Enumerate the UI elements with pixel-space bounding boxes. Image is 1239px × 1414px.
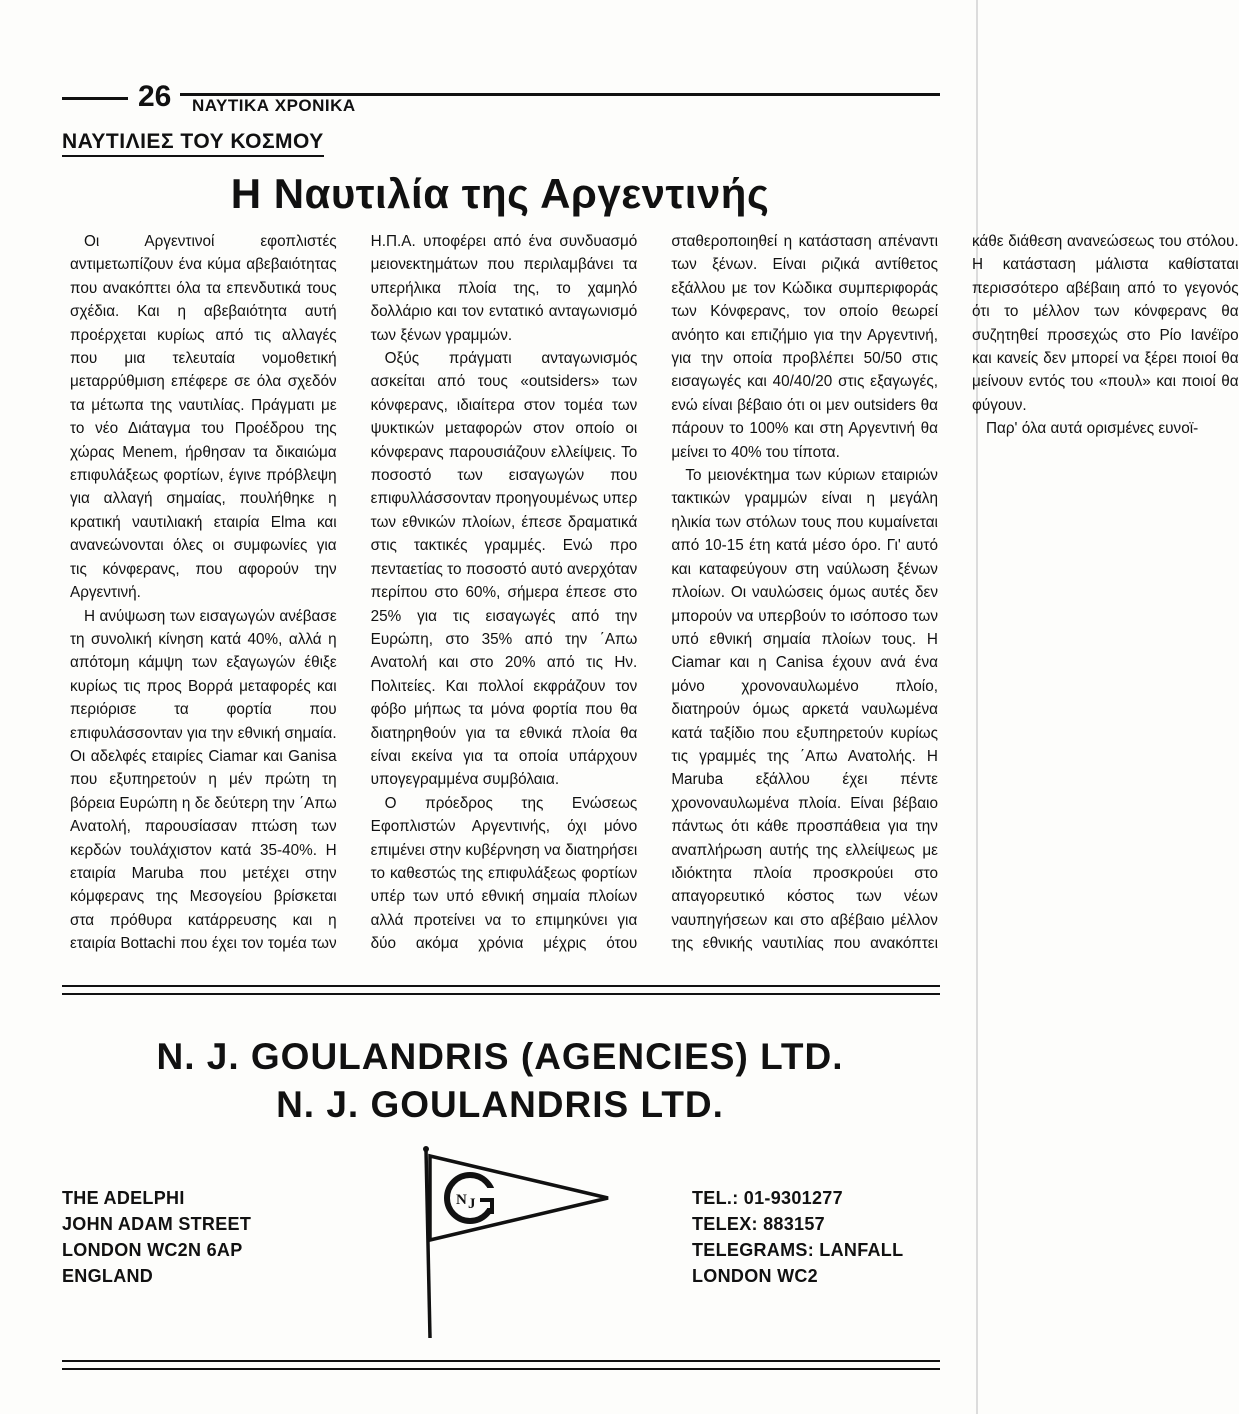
- page-number: 26: [138, 80, 172, 113]
- article-title: Η Ναυτιλία της Αργεντινής: [230, 170, 770, 217]
- article-body: [70, 230, 1239, 965]
- ad-address-block: [62, 1185, 251, 1289]
- contact-line: TELEGRAMS: LANFALL: [692, 1240, 904, 1260]
- ad-bottom-divider: [62, 1360, 940, 1370]
- address-line: JOHN ADAM STREET: [62, 1214, 252, 1234]
- article-paragraph: Οξύς πράγματι ανταγωνισμός ασκείται από τους «outsiders» των κόνφερανς, ιδιαίτερα στον τομέα των ψυκτικών μεταφορών στον οποίο οι κόνφερανς παρουσιάζουν ελλείψεις. Το ποσοστό των εισαγωγών που επιφυλλάσσονταν προηγουμένως υπερ των εθνικών πλοίων, έπεσε δραματικά στις τακτικές γραμμές. Ενώ προ πενταετίας το ποσοστό αυτό ανερχόταν περίπου στο 60%, σήμερα έπεσε στο 25% για τις εισαγωγές από την Ευρώπη, στο 35% από την ΄Απω Ανατολή και στο 20% από τις Ην. Πολιτείες. Και πολλοί εκφράζουν τον φόβο μήπως τα μόνα φορτία που θα διατηρηθούν για τα εθνικά πλοία θα είναι εκείνα για τα οποία υπάρχουν υπογεγραμμένα συμβόλαια.: [370, 350, 638, 789]
- article-paragraph: Ο πρόεδρος της Ενώσεως Εφοπλιστών Αργεντινής, όχι μόνο επιμένει στην κυβέρνηση να διατηρήσει το καθεστώς της επιφυλάξεως φορτίων υπέρ των υπό εθνική σημαία πλοίων αλλά προτείνει να το επιμηκύνει για δύο ακόμα χρόνια μέχρις ότου σταθεροποιηθεί η κατάσταση απέναντι των ξένων. Είναι ριζικά αντίθετος εξάλλου με τον Κώδικα συμπεριφοράς των Κόνφερανς, τον οποίο θεωρεί ανόητο και επιζήμιο για την Αργεντινή, για την οποία προβλέπει 50/50 στις εισαγωγές και 40/40/20 στις εξαγωγές, ενώ είναι βέβαιο ότι οι μεν outsiders θα πάρουν το 100% και στη Αργεντινή θα μείνει το 40% του τίποτα.: [370, 233, 938, 953]
- page-header: [62, 82, 940, 116]
- article-paragraph: Παρ' όλα αυτά ορισμένες ευνοϊ-: [985, 420, 1199, 438]
- ad-contact-block: [692, 1185, 903, 1289]
- contact-line: TELEX: 883157: [692, 1214, 825, 1234]
- address-line: LONDON WC2N 6AP: [62, 1240, 243, 1260]
- ad-company-line-2: N. J. GOULANDRIS LTD.: [276, 1084, 724, 1125]
- ad-top-divider: [62, 985, 940, 995]
- article-paragraph: Το μειονέκτημα των κύριων εταιριών τακτικών γραμμών είναι η μεγάλη ηλικία των στόλων τους που κυμαίνεται από 10-15 έτη κατά μέσο όρο. Γι' αυτό και καταφεύγουν στη ναύλωση ξένων πλοίων. Οι ναυλώσεις όμως αυτές δεν μπορούν να υπερβούν το ισόποσο των υπό εθνική σημαία πλοίων τους. Η Ciamar και η Canisa έχουν ανά ένα μόνο χρονοναυλωμένο πλοίο, διατηρούν όμως αρκετά ναυλωμένα κατά ταξίδιο που εξυπηρετούν κυρίως τις γραμμές της ΄Απω Ανατολής. Η Maruba εξάλλου έχει πέντε χρονοναυλωμένα πλοία. Είναι βέβαιο πάντως ότι κάθε προσπάθεια για την αναπλήρωση αυτής της ελλείψεως με ιδιόκτητα πλοία προσκρούει στο απαγορευτικό κόστος των νέων ναυπηγήσεων και στο αβέβαιο μέλλον της εθνικής ναυτιλίας που ανακόπτει κάθε διάθεση ανανεώσεως του στόλου. Η κατάσταση μάλιστα καθίσταται περισσότερο αβέβαιη από το γεγονός ότι το μέλλον των κόνφερανς θα συζητηθεί προσεχώς στο Ρίο Ιανέϊρο και κανείς δεν μπορεί να ξέρει ποιοί θα μείνουν εντός του «πουλ» και ποιοί θα φύγουν.: [671, 233, 1239, 953]
- article-paragraph: Οι Αργεντινοί εφοπλιστές αντιμετωπίζουν ένα κύμα αβεβαιότητας που ανακόπτει όλα τα επενδυτικά τους σχέδια. Και η αβεβαιότητα αυτή προέρχεται κυρίως από τις αλλαγές που μια τελευταία νομοθετική μεταρρύθμιση επέφερε σε όλα σχεδόν τα μέτωπα της ναυτιλίας. Πράγματι με το νέο Διάταγμα του Προέδρου της χώρας Menem, ήρθησαν τα δικαιώμα επιφυλάξεως φορτίων, έγινε πρόβλεψη για αλλαγή σημαίας, πουλήθηκε η κρατική ναυτιλιακή εταιρία Elma και ανανεώνονται όλες οι συμφωνίες για τις κόνφερανς, που αφορούν την Αργεντινή.: [70, 233, 337, 602]
- address-line: THE ADELPHI: [62, 1188, 185, 1208]
- ad-company-line-1: N. J. GOULANDRIS (AGENCIES) LTD.: [156, 1036, 844, 1077]
- section-heading: ΝΑΥΤΙΛΙΕΣ ΤΟΥ ΚΟΣΜΟΥ: [62, 130, 324, 157]
- contact-line: TEL.: 01-9301277: [692, 1188, 843, 1208]
- contact-line: LONDON WC2: [692, 1266, 818, 1286]
- magazine-name: ΝΑΥΤΙΚΑ ΧΡΟΝΙΚΑ: [192, 96, 356, 115]
- header-rule-left: [62, 97, 128, 100]
- article-paragraph: Η ανύψωση των εισαγωγών ανέβασε τη συνολική κίνηση κατά 40%, αλλά η απότομη κάμψη των εξαγωγών έθιξε κυρίως τις προς Βορρά μεταφορές και περιόρισε τα φορτία που επιφυλάσσονταν για την εθνική σημαία. Οι αδελφές εταιρίες Ciamar και Ganisa που εξυπηρετούν η μέν πρώτη τη βόρεια Ευρώπη η δε δεύτερη την ΄Απω Ανατολή, παρουσίασαν πτώση των κερδών τουλάχιστον κατά 35-40%. Η εταιρία Maruba που μετέχει στην κόμφερανς της Μεσογείου βρίσκεται στα πρόθυρα κατάρρευσης και η εταιρία Bottachi που έχει τον τομέα των Η.Π.Α. υποφέρει από ένα συνδυασμό μειονεκτημάτων που περιλαμβάνει τα υπερήλικα πλοία της, το χαμηλό δολλάριο και τον εντατικό ανταγωνισμό των ξένων γραμμών.: [70, 233, 638, 953]
- svg-text:N: N: [456, 1192, 467, 1208]
- svg-text:J: J: [468, 1196, 476, 1212]
- address-line: ENGLAND: [62, 1266, 154, 1286]
- pennant-logo-icon: [408, 1142, 618, 1342]
